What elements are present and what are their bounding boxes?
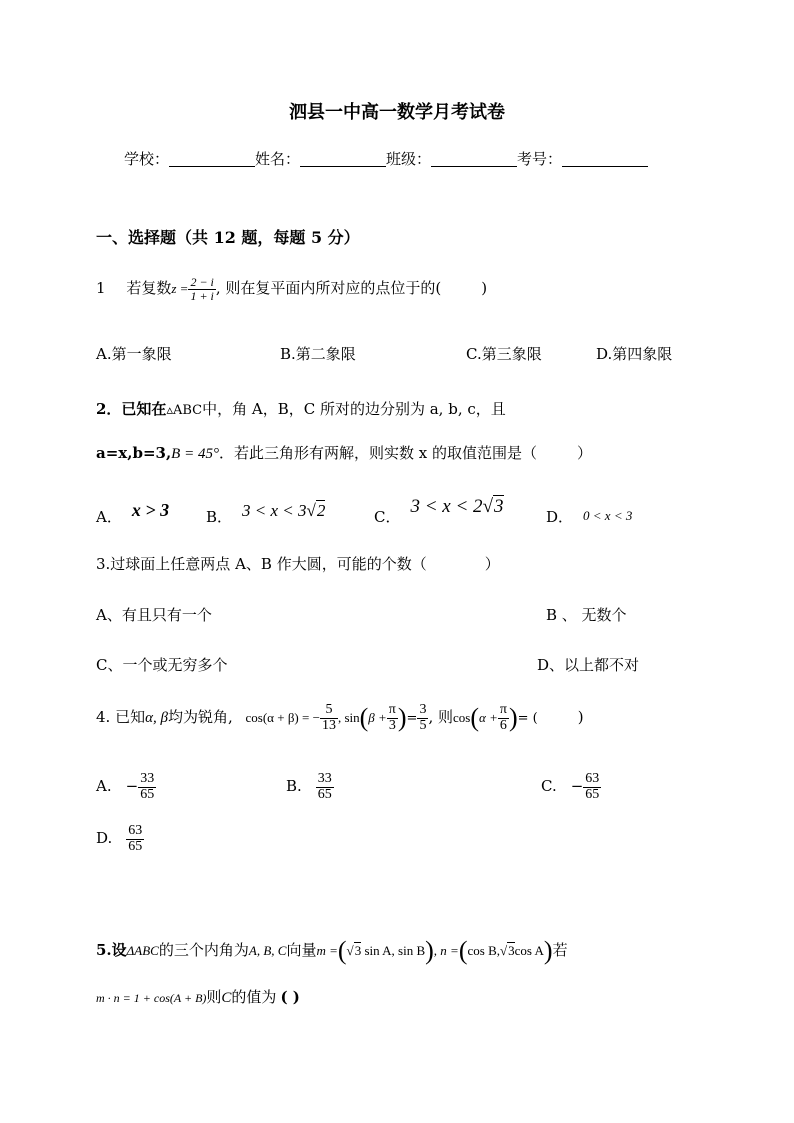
fraction-numerator: 33: [317, 771, 332, 786]
fraction-denominator: 6: [499, 717, 507, 733]
question-text: 5.设: [96, 941, 127, 959]
student-info-line: [124, 148, 648, 169]
section-heading: 一、选择题（共 12 题，每题 5 分）: [96, 228, 360, 247]
math-radicand: 3: [354, 943, 362, 958]
math-expression: C: [221, 990, 232, 1006]
fraction-denominator: 65: [140, 786, 155, 802]
question-2-line-2: [96, 442, 592, 463]
fraction-numerator: 63: [585, 771, 600, 786]
question-3: [96, 553, 500, 574]
school-blank: [169, 150, 255, 167]
math-expression: cos B,: [467, 943, 500, 958]
option-d: D.第四象限: [596, 345, 673, 363]
name-label: 姓名：: [255, 150, 301, 168]
fraction: [188, 276, 215, 302]
fraction-denominator: 65: [128, 838, 143, 854]
school-label: 学校：: [124, 150, 170, 168]
math-expression: = (: [517, 711, 538, 727]
math-expression: β +: [368, 710, 387, 726]
class-label: 班级：: [386, 150, 432, 168]
question-2-line-1: [96, 398, 506, 419]
math-expression: 3 < x < 2: [410, 496, 483, 517]
question-text: 若: [552, 941, 568, 959]
option-label: D.: [96, 829, 113, 848]
math-radicand: 3: [508, 943, 515, 958]
math-expression: α +: [479, 710, 498, 726]
option-a: A.第一象限: [96, 345, 172, 363]
option-b: B.第二象限: [280, 345, 356, 363]
option-c: C.第三象限: [466, 345, 542, 363]
option-label: C.: [541, 777, 557, 796]
fraction-denominator: 3: [388, 717, 396, 733]
fraction: [417, 703, 428, 733]
math-expression: B = 45°: [171, 446, 219, 462]
question-text: a=x,b=3,: [96, 444, 172, 462]
math-expression: x > 3: [131, 500, 170, 520]
question-5-line-2: [96, 986, 300, 1007]
question-4: 4. 已知α, β均为锐角, cos(α + β) = − $\frac{5}{13}$ , sin(β + $\frac{\pi}{3}$ )= $\frac{3}{5}$ , 则cos(α + $\frac{\pi}{6}$ )= ( ): [96, 702, 584, 733]
name-blank: [300, 150, 386, 167]
fraction: [320, 703, 338, 733]
option-b: B 、 无数个: [546, 606, 627, 624]
option-label: A．: [96, 508, 122, 526]
fraction-numerator: 63: [128, 823, 143, 838]
fraction: [138, 772, 156, 802]
question-text: , 则在复平面内所对应的点位于的(: [215, 279, 442, 298]
fraction-numerator: 2 − i: [190, 275, 214, 289]
fraction-numerator: 33: [140, 771, 155, 786]
option-label: D．: [546, 508, 574, 526]
question-text: 中，角 A，B，C 所对的边分别为 a, b, c，且: [202, 400, 506, 418]
class-blank: [431, 150, 517, 167]
math-expression: =: [406, 711, 418, 727]
question-text: , 则: [428, 708, 453, 727]
option-a: [96, 772, 156, 802]
answer-paren: ( ): [280, 988, 300, 1006]
fraction: [387, 703, 398, 733]
option-d: D、以上都不对: [537, 656, 640, 674]
question-number: 1: [96, 279, 106, 298]
fraction-numerator: 5: [320, 703, 338, 719]
fraction-numerator: 3: [419, 702, 427, 717]
question-text: 3.过球面上任意两点 A、B 作大圆，可能的个数（: [96, 555, 427, 573]
question-5-line-1: 5.设ΔABC的三个内角为A, B, C向量m =(√3 sin A, sin B), n =(cos B,√3cos A)若: [96, 936, 568, 965]
option-label: C．: [374, 508, 401, 526]
option-a: [96, 500, 170, 526]
question-text: 的三个内角为: [158, 941, 249, 959]
answer-paren: ): [577, 708, 584, 727]
option-label: A.: [96, 777, 112, 796]
math-expression: 3 < x < 3: [242, 501, 307, 520]
option-d: [96, 824, 144, 854]
exam-no-blank: [562, 150, 648, 167]
fraction-denominator: 5: [419, 717, 427, 733]
math-expression: , n =: [433, 943, 459, 958]
question-text: 向量: [286, 941, 317, 959]
math-expression: m · n = 1 + cos(A + B): [96, 991, 207, 1005]
option-c: [541, 772, 601, 802]
math-expression: cos: [452, 710, 471, 726]
question-text: 的值为: [231, 988, 277, 1006]
option-label: B.: [286, 777, 302, 796]
fraction: [583, 772, 601, 802]
math-expression: sin A, sin B: [364, 943, 426, 958]
option-d: [546, 504, 632, 525]
question-text: 4. 已知: [96, 708, 146, 727]
fraction-denominator: 13: [321, 717, 336, 733]
question-text: 2．已知在: [96, 400, 167, 418]
option-b: B． 3 < x < 3√2: [206, 501, 326, 526]
math-expression: , sin: [337, 710, 360, 726]
question-text: ．若此三角形有两解，则实数 x 的取值范围是（: [218, 444, 537, 462]
fraction-denominator: 65: [317, 786, 332, 802]
question-text: 均为锐角,: [167, 708, 233, 727]
question-1: [96, 276, 487, 302]
math-radicand: 3: [494, 496, 504, 517]
math-expression: 0 < x < 3: [583, 508, 633, 523]
exam-no-label: 考号：: [517, 150, 563, 168]
option-a: A、有且只有一个: [96, 606, 212, 624]
fraction-numerator: π: [499, 702, 507, 717]
answer-paren: ）: [484, 555, 500, 573]
answer-paren: ): [481, 279, 488, 298]
math-expression: z =: [171, 281, 189, 297]
math-expression: ▵ABC: [166, 403, 203, 418]
math-radicand: 2: [316, 501, 326, 520]
fraction: [316, 772, 334, 802]
math-sign: −: [125, 777, 139, 796]
fraction: [126, 824, 144, 854]
math-expression: ΔABC: [126, 943, 159, 958]
option-c: C、一个或无穷多个: [96, 656, 228, 674]
fraction-denominator: 1 + i: [190, 288, 214, 303]
fraction-denominator: 65: [585, 786, 600, 802]
option-b: [286, 772, 334, 802]
math-sign: −: [570, 777, 584, 796]
option-label: B．: [206, 508, 233, 526]
question-text: 若复数: [126, 279, 172, 298]
fraction: [498, 703, 509, 733]
page-title: 泗县一中高一数学月考试卷: [289, 102, 505, 123]
question-text: 则: [206, 988, 222, 1006]
math-expression: A, B, C: [248, 943, 287, 958]
option-c: C． 3 < x < 2√3: [374, 496, 504, 526]
math-expression: m =: [316, 943, 338, 958]
math-expression: cos A: [514, 943, 544, 958]
math-expression: α, β: [145, 710, 168, 727]
answer-paren: ）: [576, 444, 592, 462]
math-expression: cos(α + β) = −: [245, 710, 320, 726]
fraction-numerator: π: [388, 702, 396, 717]
